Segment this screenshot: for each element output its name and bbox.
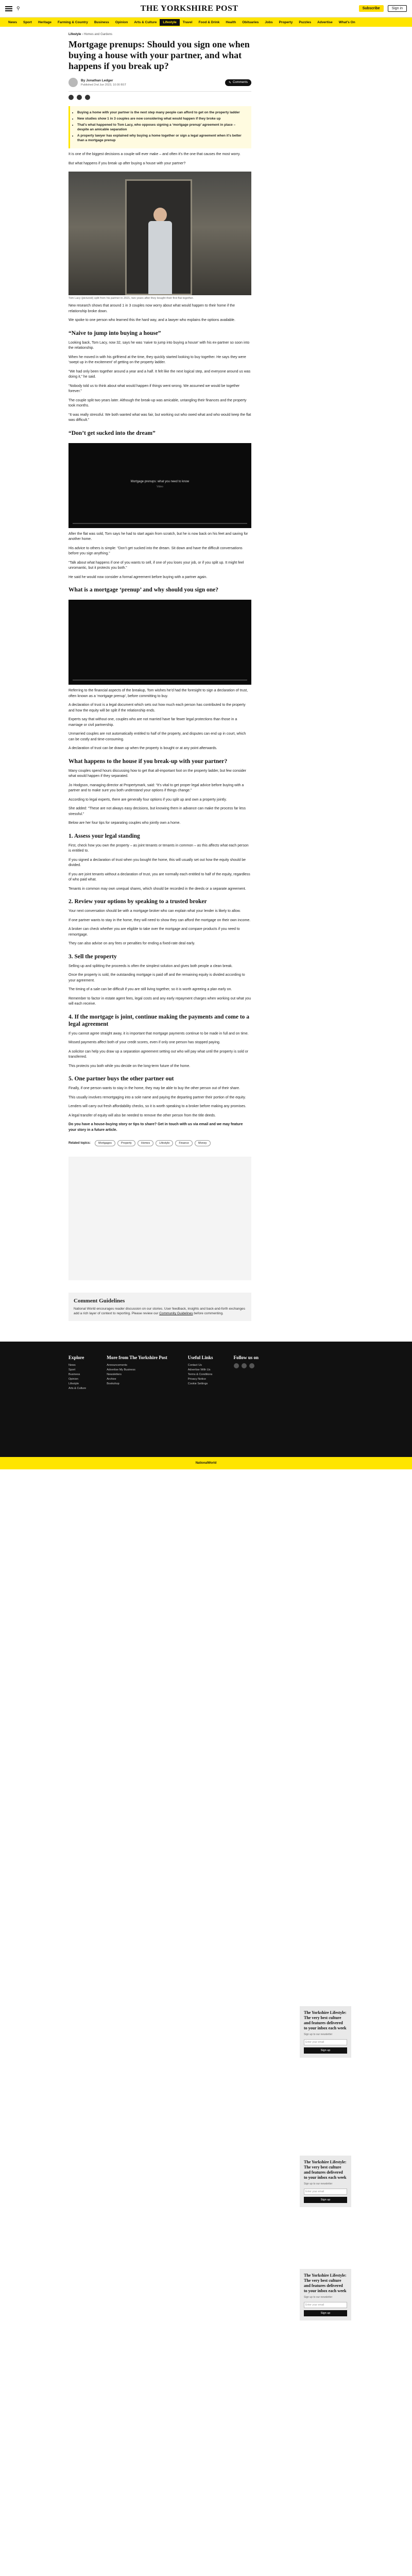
body-paragraph: He said he would now consider a formal agreement before buying with a partner again. xyxy=(68,575,208,579)
nav-item[interactable]: Puzzles xyxy=(299,20,312,24)
body-paragraph: A solicitor can help you draw up a separation agreement setting out who will pay what until the property is sold or transferred. xyxy=(68,1049,249,1059)
newsletter-widget xyxy=(300,2269,351,2320)
footer-link[interactable]: Archive xyxy=(107,1378,116,1381)
nav-item[interactable]: Jobs xyxy=(265,20,273,24)
subheading: 2. Review your options by speaking to a trusted broker xyxy=(68,899,207,905)
instagram-icon[interactable] xyxy=(249,1363,254,1368)
body-paragraph: Remember to factor in estate agent fees, legal costs and any early repayment charges when working out what you will each receive. xyxy=(68,996,251,1006)
body-paragraph: Finally, if one person wants to stay in the home, they may be able to buy the other person out of their share. xyxy=(68,1087,240,1090)
newsletter-signup-button[interactable]: Sign up xyxy=(304,2310,347,2316)
article xyxy=(68,33,251,1321)
topic-tag[interactable]: Property xyxy=(117,1140,135,1146)
newsletter-widget xyxy=(300,2006,351,2058)
social-icons xyxy=(234,1363,259,1368)
article-photo xyxy=(68,172,251,295)
body-paragraph: Referring to the financial aspects of the breakup, Tom wishes he’d had the foresight to sign a declaration of trust, often known as a ‘mortgage prenup’, before committing to buy. xyxy=(68,689,248,698)
key-points xyxy=(68,106,251,148)
footer-column xyxy=(234,1355,259,1391)
newsletter-signup-button[interactable]: Sign up xyxy=(304,2197,347,2203)
body-paragraph: Missed payments affect both of your credit scores, even if only one person has stopped paying. xyxy=(68,1041,220,1044)
closing-paragraph: Do you have a house-buying story or tips to share? Get in touch with us via email and we may feature your story in a future article. xyxy=(68,1123,243,1132)
footer-link[interactable]: Privacy Notice xyxy=(187,1378,206,1381)
newsletter-email-input[interactable]: Enter your email xyxy=(304,2302,347,2308)
body-paragraph: A legal transfer of equity will also be needed to remove the other person from the title deeds. xyxy=(68,1113,216,1117)
body-paragraph: This usually involves remortgaging into a sole name and paying the departing partner their portion of the equity. xyxy=(68,1095,246,1099)
video-progress-bar[interactable] xyxy=(73,680,247,681)
footer-link[interactable]: Newsletters xyxy=(107,1373,122,1376)
guidelines-text-end: before commenting. xyxy=(194,1312,224,1315)
body-paragraph: “Talk about what happens if one of you wants to sell, if one of you loses your job, or if you split up. It might feel unromantic, but it protects you both.” xyxy=(68,561,244,570)
video-progress-bar[interactable] xyxy=(73,523,247,524)
body-paragraph: Your next conversation should be with a mortgage broker who can explain what your lender is likely to allow. xyxy=(68,909,241,913)
topic-tag[interactable]: Homes xyxy=(138,1140,153,1146)
body-paragraph: “It was really stressful. We both wanted what was fair, but working out who owed what and who would keep the flat was difficult.” xyxy=(68,413,251,422)
breadcrumb-section[interactable]: Lifestyle xyxy=(68,33,81,36)
subheading: 3. Sell the property xyxy=(68,953,117,960)
nav-item[interactable]: Obituaries xyxy=(242,20,259,24)
body-paragraph: Jo Hodgson, managing director at Propertymark, said: “It’s vital to get proper legal advice before buying with a partner and to make sure you both understand your options if things change.” xyxy=(68,783,244,792)
body-paragraph: “Nobody told us to think about what would happen if things went wrong. We assumed we would be together forever.” xyxy=(68,384,240,393)
body-paragraph: Looking back, Tom Lacy, now 32, says he was ‘naive to jump into buying a house’ with his ex-partner so soon into the relationship. xyxy=(68,341,250,350)
nav-item[interactable]: Travel xyxy=(182,20,193,24)
nav-item[interactable]: Opinion xyxy=(115,20,128,24)
author-name[interactable]: By Jonathan Ledger xyxy=(81,78,113,82)
site-footer xyxy=(0,1342,412,1469)
comment-guidelines-title: Comment Guidelines xyxy=(74,1298,125,1304)
comment-guidelines-text xyxy=(74,1307,246,1316)
related-topics-label: Related topics: xyxy=(68,1142,91,1145)
footer-link[interactable]: Cookie Settings xyxy=(187,1382,208,1385)
key-point: • Buying a home with your partner is the next step many people can afford to get on the property ladder xyxy=(77,110,246,115)
nav-item[interactable]: Arts & Culture xyxy=(134,20,157,24)
body-paragraph: This protects you both while you decide on the long-term future of the home. xyxy=(68,1064,191,1068)
twitter-icon[interactable] xyxy=(77,95,82,100)
photo-caption: Tom Lacy (pictured) split from his partner in 2021, two years after they bought their first flat together. xyxy=(68,297,194,300)
footer-link[interactable]: Arts & Culture xyxy=(68,1387,87,1390)
footer-link[interactable]: Advertise With Us xyxy=(187,1368,211,1371)
body-paragraph: If you cannot agree straight away, it is important that mortgage payments continue to be made in full and on time. xyxy=(68,1031,249,1036)
section xyxy=(68,1086,251,1118)
publish-date: Published 2nd Jun 2023, 10:00 BST xyxy=(81,83,127,87)
body-paragraph: If you signed a declaration of trust when you bought the home, this will usually set out how the equity should be divided. xyxy=(68,858,246,867)
twitter-icon[interactable] xyxy=(242,1363,247,1368)
newsletter-small: Sign up to our newsletter xyxy=(304,2182,333,2185)
video-player[interactable] xyxy=(68,443,251,528)
footer-column xyxy=(68,1355,86,1391)
body-paragraph: His advice to others is simple: “Don’t get sucked into the dream. Sit down and have the difficult conversations before you sign anything.” xyxy=(68,546,243,555)
body-paragraph: We spoke to one person who learned this the hard way, and a lawyer who explains the options available. xyxy=(68,318,235,322)
breadcrumb: Lifestyle › Homes and Gardens xyxy=(68,33,113,36)
nav-item[interactable]: Food & Drink xyxy=(198,20,220,24)
body-paragraph: Below are her four tips for separating couples who jointly own a home. xyxy=(68,821,181,825)
body-paragraph: A declaration of trust is a legal document which sets out how much each person has contributed to the property and how the equity will be split if the relationship ends. xyxy=(68,703,246,713)
body-paragraph: Experts say that without one, couples who are not married have far fewer legal protections than those in a marriage or civil partnership. xyxy=(68,718,237,727)
section xyxy=(68,532,251,581)
guidelines-text: National World encourages reader discussion on our stories. User feedback, insights and back-and-forth exchanges add a rich layer of context to reporting. Please review our xyxy=(74,1307,246,1315)
body-paragraph: After the flat was sold, Tom says he had to start again from scratch, but he is now back on his feet and saving for another home. xyxy=(68,532,248,541)
footer-column xyxy=(107,1355,167,1391)
breadcrumb-sub[interactable]: Homes and Gardens xyxy=(83,33,113,36)
nav-item[interactable]: Farming & Country xyxy=(57,20,88,24)
body-paragraph: The timing of a sale can be difficult if you are still living together, so it is worth agreeing a plan early on. xyxy=(68,988,232,991)
body-paragraph: Many couples spend hours discussing how to get that all-important foot on the property ladder, but few consider what would happen if they separated. xyxy=(68,769,247,778)
body-paragraph: “We had only been together around a year and a half. It felt like the next logical step, and everyone around us was doing it,” he said. xyxy=(68,369,251,379)
section xyxy=(68,688,251,752)
body-paragraph: They can also advise on any fees or penalties for ending a fixed-rate deal early. xyxy=(68,942,195,945)
body-paragraph: If you are joint tenants without a declaration of trust, you are normally each entitled to half of the equity, regardless of who paid what. xyxy=(68,872,250,882)
sign-in-button[interactable]: Sign in xyxy=(388,5,407,12)
footer-link[interactable]: News xyxy=(68,1364,76,1367)
comments-label: Comments xyxy=(232,81,248,84)
nav-item[interactable]: Health xyxy=(226,20,236,24)
search-icon[interactable]: ⚲ xyxy=(16,6,20,11)
photo-person xyxy=(148,208,172,295)
subheading: What is a mortgage ‘prenup’ and why should you sign one? xyxy=(68,587,218,593)
body-paragraph: Selling up and splitting the proceeds is often the simplest solution and gives both people a clean break. xyxy=(68,964,233,968)
footer-column-title: Useful Links xyxy=(187,1355,213,1360)
topic-tag[interactable]: Mortgages xyxy=(95,1140,115,1146)
body-paragraph: If one partner wants to stay in the home, they will need to show they can afford the mortgage on their own income. xyxy=(68,918,251,922)
share-row xyxy=(68,95,251,100)
video-title: Mortgage prenups: what you need to know xyxy=(130,480,190,483)
newsletter-title: The Yorkshire Lifestyle: The very best culture and features delivered to your inbox each week xyxy=(304,2010,347,2030)
newsletter-email-input[interactable]: Enter your email xyxy=(304,2189,347,2195)
body-paragraph: According to legal experts, there are generally four options if you split up and own a property jointly. xyxy=(68,798,227,802)
section xyxy=(68,1031,251,1070)
section-nav xyxy=(0,18,412,27)
subheading: What happens to the house if you break-up with your partner? xyxy=(68,758,228,765)
article-title: Mortgage prenups: Should you sign one when buying a house with your partner, and what happens if you break up? xyxy=(68,39,250,71)
key-point: • A property lawyer has explained why buying a home together or sign a legal agreement when it’s better than a mortgage prenup xyxy=(77,133,246,143)
nav-item[interactable]: Property xyxy=(279,20,293,24)
recommended-content xyxy=(68,1157,251,1280)
author-avatar xyxy=(68,78,78,87)
footer-column-title: Follow us on xyxy=(233,1355,259,1360)
footer-link[interactable]: Bookshop xyxy=(107,1382,119,1385)
menu-icon[interactable] xyxy=(5,6,12,11)
community-guidelines-link[interactable]: Community Guidelines xyxy=(159,1312,193,1315)
comment-icon: ✎ xyxy=(228,81,231,84)
nav-item[interactable]: Business xyxy=(94,20,109,24)
masthead-logo[interactable]: THE YORKSHIRE POST xyxy=(140,4,238,13)
subheading: “Naive to jump into buying a house” xyxy=(68,330,161,336)
body-paragraph: New research shows that around 1 in 3 couples now worry about what would happen to their home if the relationship broke down. xyxy=(68,304,235,313)
body-paragraph: First, check how you own the property – as joint tenants or tenants in common – as this affects what each person is entitled to. xyxy=(68,843,249,853)
newsletter-signup-button[interactable]: Sign up xyxy=(304,2047,347,2054)
footer-column xyxy=(188,1355,213,1391)
section xyxy=(68,964,251,1007)
section xyxy=(68,303,251,324)
comments-button[interactable] xyxy=(225,79,251,86)
subheading: 4. If the mortgage is joint, continue making the payments and come to a legal agreement xyxy=(68,1013,250,1027)
newsletter-title: The Yorkshire Lifestyle: The very best culture and features delivered to your inbox each week xyxy=(304,2273,347,2293)
intro-paragraph: It is one of the biggest decisions a couple will ever make – and often it’s the one that causes the most worry. xyxy=(68,152,241,156)
email-icon[interactable] xyxy=(85,95,90,100)
nav-item[interactable]: Heritage xyxy=(38,20,52,24)
body-paragraph: Lenders will carry out fresh affordability checks, so it is worth speaking to a broker before making any promises. xyxy=(68,1105,246,1108)
footer-link[interactable]: Announcements xyxy=(107,1364,127,1367)
section xyxy=(68,341,251,423)
facebook-icon[interactable] xyxy=(234,1363,239,1368)
newsletter-email-input[interactable]: Enter your email xyxy=(304,2039,347,2045)
key-point: • That's what happened to Tom Lacy, who opposes signing a ‘mortgage prenup’ agreement in place – despite an amicable separation xyxy=(77,123,246,132)
topic-tag[interactable]: Money xyxy=(195,1140,211,1146)
body-paragraph: A broker can check whether you are eligible to take over the mortgage and compare products if you need to remortgage. xyxy=(68,927,240,937)
topic-tag[interactable]: Finance xyxy=(175,1140,193,1146)
video-player[interactable] xyxy=(68,600,251,685)
footer-link[interactable]: Business xyxy=(68,1373,80,1376)
footer-link[interactable]: Sport xyxy=(68,1368,76,1371)
comment-guidelines xyxy=(68,1293,251,1321)
nav-item[interactable]: Advertise xyxy=(317,20,333,24)
footer-column-title: Explore xyxy=(68,1355,84,1360)
footer-brand: NationalWorld xyxy=(0,1457,412,1469)
section xyxy=(68,843,251,892)
footer-link[interactable]: Contact Us xyxy=(187,1364,202,1367)
footer-link[interactable]: Terms & Conditions xyxy=(187,1373,213,1376)
newsletter-small: Sign up to our newsletter xyxy=(304,2033,333,2036)
footer-link[interactable]: Opinion xyxy=(68,1378,78,1381)
newsletter-title: The Yorkshire Lifestyle: The very best culture and features delivered to your inbox each week xyxy=(304,2160,347,2180)
nav-item[interactable]: News xyxy=(8,20,17,24)
subheading: “Don’t get sucked into the dream” xyxy=(68,430,156,436)
intro-paragraph: But what happens if you break up after buying a house with your partner? xyxy=(68,161,186,165)
body-paragraph: Tenants in common may own unequal shares, which should be recorded in the deeds or a separate agreement. xyxy=(68,887,246,891)
subheading: 5. One partner buys the other partner out xyxy=(68,1076,174,1082)
subheading: 1. Assess your legal standing xyxy=(68,833,140,839)
key-point: • New studies show 1 in 3 couples are now considering what would happen if they broke up xyxy=(77,116,246,121)
body-paragraph: A declaration of trust can be drawn up when the property is bought or at any point afterwards. xyxy=(68,747,217,750)
newsletter-small: Sign up to our newsletter xyxy=(304,2296,333,2299)
video-label: Video xyxy=(157,485,163,488)
footer-column-title: More from The Yorkshire Post xyxy=(107,1355,167,1360)
facebook-icon[interactable] xyxy=(68,95,74,100)
byline xyxy=(68,78,251,92)
section xyxy=(68,909,251,947)
topic-tag[interactable]: Lifestyle xyxy=(156,1140,173,1146)
body-paragraph: She added: “These are not always easy decisions, but knowing them in advance can make the process far less stressful.” xyxy=(68,807,246,816)
footer-link[interactable]: Lifestyle xyxy=(68,1382,79,1385)
nav-item[interactable]: What's On xyxy=(338,20,355,24)
body-paragraph: When he moved in with his girlfriend at the time, they quickly started looking to buy together. He says they were ‘swept up in the excitement’ of getting on the property ladder. xyxy=(68,355,246,364)
newsletter-widget xyxy=(300,2156,351,2207)
nav-item[interactable]: Sport xyxy=(23,20,32,24)
nav-item[interactable]: Lifestyle xyxy=(160,19,179,26)
related-topics xyxy=(68,1140,251,1146)
subscribe-button[interactable]: Subscribe xyxy=(359,5,384,12)
section xyxy=(68,769,251,826)
body-paragraph: The couple split two years later. Although the break-up was amicable, untangling their finances and the property took months. xyxy=(68,398,247,408)
top-bar xyxy=(0,0,412,18)
body-paragraph: Once the property is sold, the outstanding mortgage is paid off and the remaining equity is divided according to your agreement. xyxy=(68,973,245,982)
footer-link[interactable]: Advertise My Business xyxy=(107,1368,135,1371)
body-paragraph: Unmarried couples are not automatically entitled to half of the property, and disputes can end up in court, which can be costly and time-consuming. xyxy=(68,732,246,741)
